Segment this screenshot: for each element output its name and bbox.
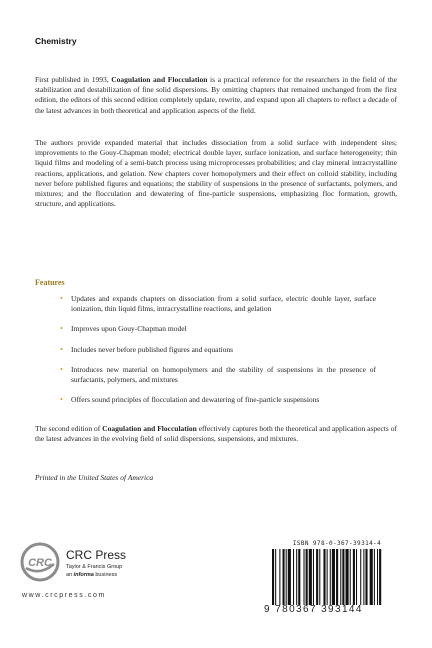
publisher-group: Taylor & Francis Group [66,564,123,570]
summary-paragraph: The second edition of Coagulation and Flocculation effectively captures both the theoretical and application aspects of the latest advances in the evolving field of solid dispersions, suspensions, and mixtures. [35,424,397,444]
features-heading: Features [35,278,65,287]
bullet-icon: • [60,294,63,303]
publisher-logo [12,538,172,598]
feature-item: • Updates and expands chapters on dissociation from a solid surface, electric double layer, surface ionization, thin liquid films, intracrystalline reactions, and gelation [60,294,376,314]
feature-item: • Offers sound principles of flocculation and dewatering of fine-particle suspensions [60,395,320,405]
bullet-icon: • [60,324,63,334]
bullet-icon: • [60,395,63,405]
logo-lettering: CRC [28,557,52,569]
category-label: Chemistry [35,36,77,46]
feature-item: • Introduces new material on homopolymers and the stability of suspensions in the presence of surfactants, polymers, and mixtures [60,364,376,385]
bullet-icon: • [60,364,63,374]
features-list [60,294,376,415]
intro-text-end: is a practical reference for the researchers in the field of the stabilization and destabilization of fine solid dispersions. By omitting chapters that remained unchanged from the first edition, the editors of this second edition completely update, rewrite, and expand upon all chapters to reflect a decade of the latest advances in both theoretical and application aspects of the field. [35,75,397,115]
publisher-business: an informa business [66,572,118,578]
book-title-inline: Coagulation and Flocculation [111,75,208,84]
barcode-digits: 9 780367 393144 [264,604,363,615]
intro-text-start: First published in 1993, [35,75,112,84]
isbn-text: ISBN 978-0-367-39314-4 [292,540,382,547]
book-title-inline: Coagulation and Flocculation [102,424,197,433]
publisher-website: www.crcpress.com [22,592,106,599]
crc-logo-icon [20,542,60,582]
publisher-name: CRC Press [66,548,127,562]
printed-in-label: Printed in the United States of America [35,473,154,482]
intro-paragraph-1 [35,75,397,116]
feature-item: • Includes never before published figures and equations [60,344,234,354]
feature-item: • Improves upon Gouy-Chapman model [60,324,187,334]
bullet-icon: • [60,344,63,354]
intro-paragraph-2: The authors provide expanded material that includes dissociation from a solid surface with independent sites; improvements to the Gouy-Chapman model; electrical double layer, surface ionization, and surface heterogeneity; thin liquid films and modeling of a semi-batch process using microprocesses probabilities; and clay mineral intracrystalline reactions, applications, and gelation. New chapters cover homopolymers and their effect on colloid stability, including never before published figures and equations; the stability of suspensions in the presence of surfactants, polymers, and mixtures; and the flocculation and dewatering of fine-particle suspensions, emphasizing floc formation, growth, structure, and applications. [35,138,397,209]
isbn-barcode [258,540,414,620]
